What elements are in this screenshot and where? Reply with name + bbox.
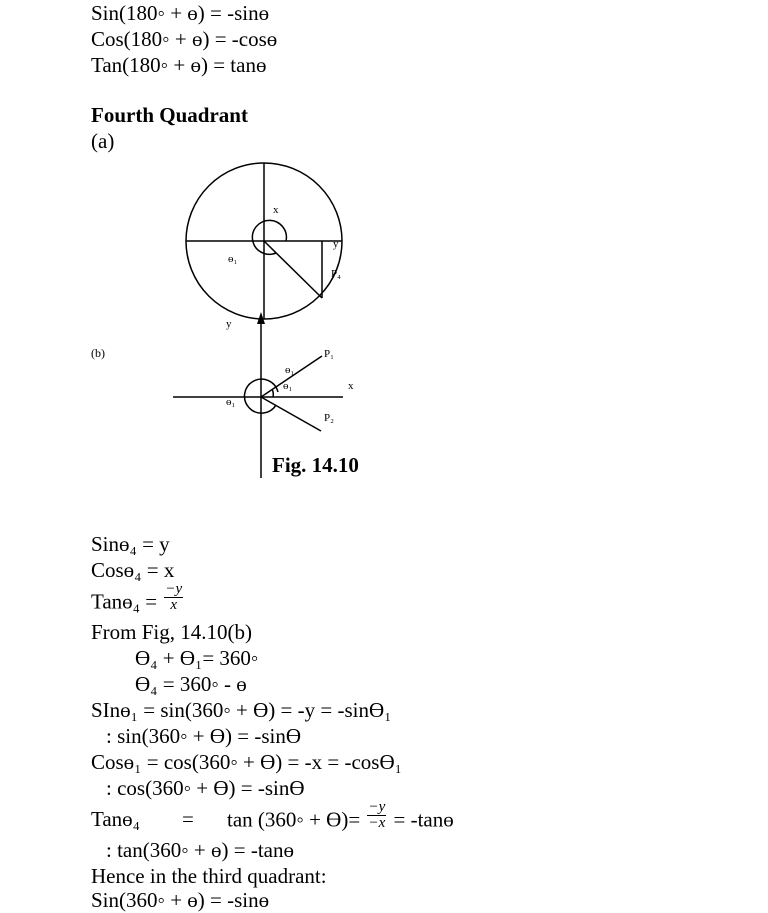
fig-b-theta-top: ɵ₁ bbox=[285, 364, 295, 376]
line-from-fig: From Fig, 14.10(b) bbox=[91, 620, 253, 644]
line-sin-result: : sin(360◦ + ϴ) = -sinϴ bbox=[106, 724, 302, 748]
line-tan4 bbox=[91, 581, 185, 619]
radius-line bbox=[264, 241, 322, 298]
tan-fraction bbox=[367, 800, 386, 831]
line-to-p2 bbox=[261, 397, 321, 431]
tan-line bbox=[227, 799, 454, 837]
fig-b-theta-left: ɵ₁ bbox=[226, 396, 236, 408]
fig-b-p1-label: P₁ bbox=[324, 348, 334, 360]
part-a-label: (a) bbox=[91, 129, 115, 153]
formula-tan-180: Tan(180◦ + ɵ) = tanɵ bbox=[91, 53, 267, 77]
fig-a-p-label: P₄ bbox=[331, 268, 341, 280]
fig-b-y-label: y bbox=[226, 318, 232, 330]
fig-b-theta-mid: ɵ₁ bbox=[283, 380, 293, 392]
figure-a bbox=[186, 163, 342, 319]
fig-a-theta-label: ɵ₁ bbox=[228, 253, 238, 265]
line-last: Sin(360◦ + ɵ) = -sinɵ bbox=[91, 888, 270, 912]
line-sin1: SInɵ₁ = sin(360◦ + ϴ) = -y = -sinϴ₁ bbox=[91, 698, 392, 722]
small-arc-b bbox=[272, 389, 273, 397]
fig-b-x-label: x bbox=[348, 380, 354, 392]
tan4-numerator: −y bbox=[165, 581, 183, 597]
line-cos-result: : cos(360◦ + ϴ) = -sinϴ bbox=[106, 776, 305, 800]
section-heading: Fourth Quadrant bbox=[91, 103, 248, 127]
tan4-lhs: Tanɵ₄ = bbox=[91, 589, 158, 614]
part-b-label: (b) bbox=[91, 346, 105, 360]
tan-rhs: = -tanɵ bbox=[393, 807, 454, 832]
line-cos1: Cosɵ₁ = cos(360◦ + ϴ) = -x = -cosϴ₁ bbox=[91, 750, 402, 774]
fig-b-p2-label: P₂ bbox=[324, 412, 334, 424]
tan4-fraction bbox=[164, 582, 183, 613]
fig-a-x-label: x bbox=[273, 204, 279, 216]
line-cos4: Cosɵ₄ = x bbox=[91, 558, 175, 582]
line-hence: Hence in the third quadrant: bbox=[91, 864, 327, 888]
figure-caption: Fig. 14.10 bbox=[272, 453, 359, 477]
fig-a-y-label: y bbox=[333, 238, 339, 250]
tan4-denominator: x bbox=[170, 597, 178, 613]
tan-equals: = bbox=[182, 807, 194, 831]
line-sin4: Sinɵ₄ = y bbox=[91, 532, 170, 556]
line-tan-result: : tan(360◦ + ɵ) = -tanɵ bbox=[106, 838, 295, 862]
line-theta4: ϴ₄ = 360◦ - ɵ bbox=[135, 672, 247, 696]
line-sum: ϴ₄ + ϴ₁= 360◦ bbox=[135, 646, 259, 670]
formula-sin-180: Sin(180◦ + ɵ) = -sinɵ bbox=[91, 1, 270, 25]
tan-lhs: Tanɵ₄ bbox=[91, 807, 141, 831]
formula-cos-180: Cos(180◦ + ɵ) = -cosɵ bbox=[91, 27, 278, 51]
tan-mid: tan (360◦ + ϴ)= bbox=[227, 807, 361, 832]
tan-numerator: −y bbox=[368, 799, 386, 815]
tan-denominator: −x bbox=[368, 815, 386, 831]
angle-arc bbox=[252, 220, 286, 254]
